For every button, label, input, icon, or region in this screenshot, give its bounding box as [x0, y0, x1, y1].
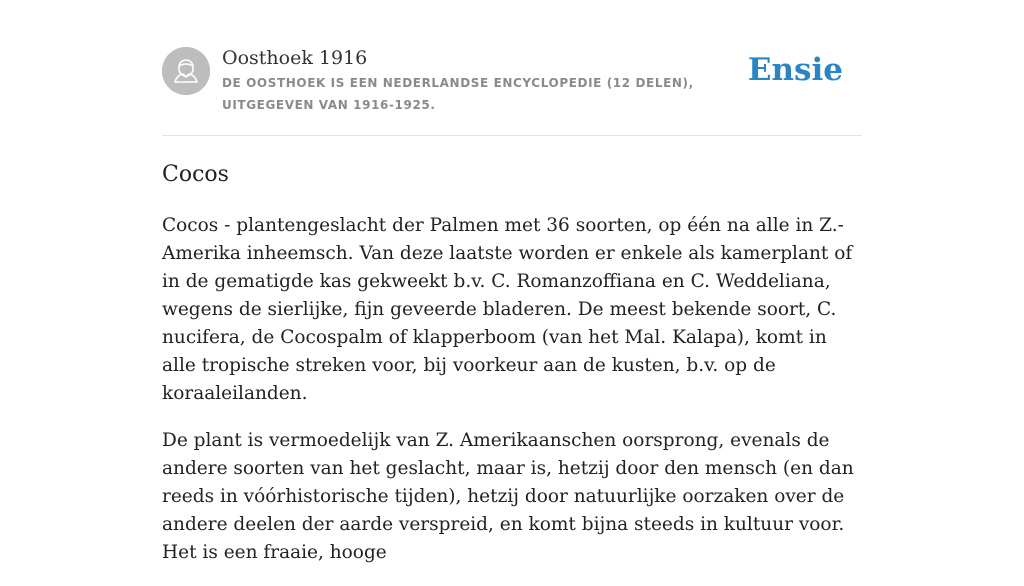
- brand-logo[interactable]: Ensie: [747, 52, 843, 88]
- article-paragraph: Cocos - plantengeslacht der Palmen met 36 soorten, op één na alle in Z.-Amerika inheemsch. Van deze laatste worden er enkele als kamerplant of in de gematigde kas gekweekt b.v. C. Romanzoffiana en C. Weddeliana, wegens de sierlijke, fijn geveerde bladeren. De meest bekende soort, C. nucifera, de Cocospalm of klapperboom (van het Mal. Kalapa), komt in alle tropische streken voor, bij voorkeur aan de kusten, b.v. op de koraaleilanden.: [162, 215, 853, 404]
- article-title: Cocos: [162, 162, 229, 187]
- page: [162, 0, 862, 563]
- user-avatar-icon: [162, 47, 210, 95]
- source-title[interactable]: Oosthoek 1916: [222, 47, 368, 69]
- source-description: DE OOSTHOEK IS EEN NEDERLANDSE ENCYCLOPEDIE (12 DELEN), UITGEGEVEN VAN 1916-1925.: [222, 76, 694, 112]
- article-body: [162, 212, 862, 586]
- source-header: [162, 0, 862, 136]
- article-paragraph: De plant is vermoedelijk van Z. Amerikaanschen oorsprong, evenals de andere soorten van het geslacht, maar is, hetzij door den mensch (en dan reeds in vóórhistorische tijden), hetzij door natuurlijke oorzaken over de andere deelen der aarde verspreid, en komt bijna steeds in kultuur voor. Het is een fraaie, hooge: [162, 430, 854, 563]
